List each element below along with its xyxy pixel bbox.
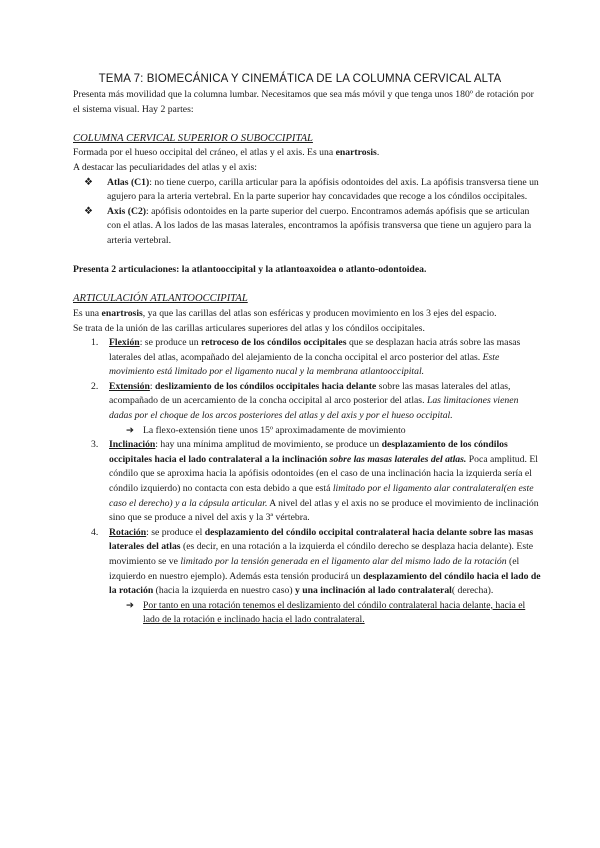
diamond-bullet-icon: ❖: [84, 205, 93, 217]
section-heading-suboccipital: COLUMNA CERVICAL SUPERIOR O SUBOCCIPITAL: [73, 132, 313, 144]
movement-list: [73, 336, 543, 424]
diamond-bullet-icon: ❖: [84, 176, 93, 188]
vertebra-list: [73, 176, 543, 249]
note-flexo-extension: ➔ La flexo-extensión tiene unos 15º aproximadamente de movimiento: [73, 424, 543, 439]
document-body: [73, 88, 543, 628]
section-heading-atlantooccipital: ARTICULACIÓN ATLANTOOCCIPITAL: [73, 293, 248, 305]
page-title: TEMA 7: BIOMECÁNICA Y CINEMÁTICA DE LA COLUMNA CERVICAL ALTA: [98, 73, 502, 85]
list-item-rotation: 4. Rotación: se produce el desplazamiento del cóndilo occipital contralateral hacia delante sobre las masas laterales del atlas (es decir, en una rotación a la izquierda el cóndilo derecho se desplaza hacia delante). Este movimiento se ve limitado por la tensión generada en el ligamento alar del mismo lado de la rotación (el izquierdo en nuestro ejemplo). Además esta tensión producirá un desplazamiento del cóndilo hacia el lado de la rotación (hacia la izquierda en nuestro caso) y una inclinación al lado contralateral( derecha).: [91, 526, 541, 597]
section1-paragraph-2: A destacar las peculiaridades del atlas y el axis:: [73, 161, 257, 173]
note-rotation-summary: ➔ Por tanto en una rotación tenemos el deslizamiento del cóndilo contralateral hacia delante, hacia el lado de la rotación e inclinado hacia el lado contralateral.: [126, 599, 526, 626]
section2-paragraph-2: Se trata de la unión de las carillas articulares superiores del atlas y los cóndilos occipitales.: [73, 322, 425, 334]
list-item-flexion: 1. Flexión: se produce un retroceso de los cóndilos occipitales que se desplazan hacia atrás sobre las masas laterales del atlas, acompañado del alejamiento de la concha occipital el arco posterior del atlas. Este movimiento está limitado por el ligamento nucal y la membrana atlantooccipital.: [91, 337, 521, 378]
movement-list-continued: [73, 438, 543, 599]
arrow-icon: ➔: [126, 424, 135, 436]
list-item-inclination: 3. Inclinación: hay una mínima amplitud de movimiento, se produce un desplazamiento de los cóndilos occipitales hacia el lado contralateral a la inclinación sobre las masas laterales del atlas. Poca amplitud. El cóndilo que se aproxima hacia la apófisis odontoides (en el caso de una inclinación hacia la izquierda sería el cóndilo izquierdo) no contacta con esta debido a que está limitado por el ligamento alar contralateral(en este caso el derecho) y a la cápsula articular. A nivel del atlas y el axis no se produce el movimiento de inclinación sino que se produce a nivel del axis y la 3ª vértebra.: [91, 439, 539, 524]
intro-paragraph: Presenta más movilidad que la columna lumbar. Necesitamos que sea más móvil y que tenga unos 180º de rotación por el sistema visual. Hay 2 partes:: [73, 89, 534, 115]
list-item-extension: 2. Extensión: deslizamiento de los cóndilos occipitales hacia delante sobre las masas laterales del atlas, acompañado de un acercamiento de la concha occipital al arco posterior del atlas. Las limitaciones vienen dadas por el choque de los arcos posteriores del atlas y del axis y por el hueso occipital.: [91, 380, 519, 422]
list-item-atlas: ❖ Atlas (C1): no tiene cuerpo, carilla articular para la apófisis odontoides del axis. La apófisis transversa tiene un agujero para la arteria vertebral. En la parte superior hay concavidades que recoge a los cóndilos occipitales.: [84, 176, 539, 203]
section1-paragraph-1: Formada por el hueso occipital del cráneo, el atlas y el axis. Es una enartrosis.: [73, 147, 380, 159]
section2-paragraph-1: Es una enartrosis, ya que las carillas del atlas son esféricas y producen movimiento en los 3 ejes del espacio.: [73, 307, 497, 319]
list-item-axis: ❖ Axis (C2): apófisis odontoides en la parte superior del cuerpo. Encontramos además apófisis que se articulan con el atlas. A los lados de las masas laterales, encontramos la apófisis transversa que tiene un agujero para la arteria vertebral.: [84, 205, 532, 246]
arrow-icon: ➔: [126, 599, 135, 611]
articulations-summary: Presenta 2 articulaciones: la atlantooccipital y la atlantoaxoidea o atlanto-odontoidea.: [73, 264, 427, 276]
